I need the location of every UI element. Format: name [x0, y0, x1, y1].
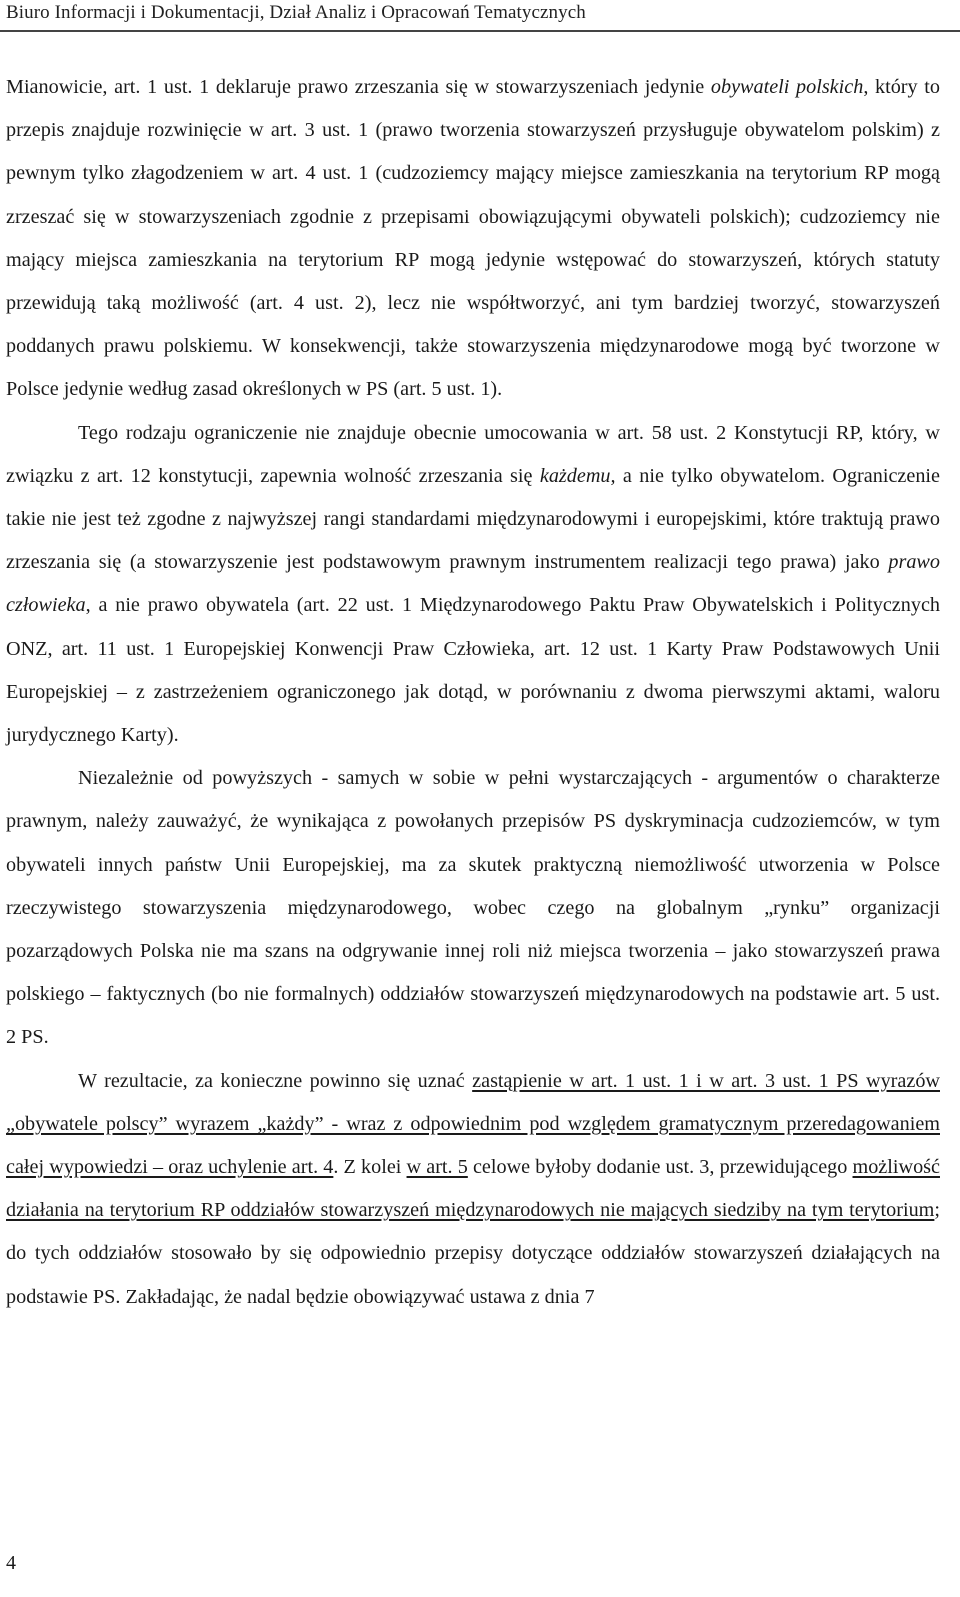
paragraph-1-text-1: Mianowicie, art. 1 ust. 1 deklaruje prawo zrzeszania się w stowarzyszeniach jedynie [6, 76, 711, 98]
paragraph-4-underlined-2: w art. 5 [406, 1156, 468, 1179]
paragraph-2-text-2: a nie tylko obywatelom. Ograniczenie takie nie jest też zgodne z najwyższej rangi standardami międzynarodowymi i europejskimi, które traktują prawo zrzeszania się (a stowarzyszenie jest podstawowym prawnym instrumentem realizacji tego prawa) jako [6, 464, 940, 574]
document-header: Biuro Informacji i Dokumentacji, Dział Analiz i Opracowań Tematycznych [6, 2, 586, 23]
paragraph-4-text-4: ; do tych oddziałów stosowało by się odpowiednio przepisy dotyczące oddziałów stowarzyszeń działających na podstawie PS. Zakładając, że nadal będzie obowiązywać ustawa z dnia 7 [6, 1199, 940, 1308]
paragraph-3 [6, 757, 940, 1059]
page-number: 4 [6, 1552, 16, 1574]
paragraph-1-text-2: , który to przepis znajduje rozwinięcie w art. 3 ust. 1 (prawo tworzenia stowarzyszeń przysługuje obywatelom polskim) z pewnym tylko złagodzeniem w art. 4 ust. 1 (cudzoziemcy mający miejsce zamieszkania na terytorium RP mogą zrzeszać się w stowarzyszeniach zgodnie z przepisami obowiązującymi obywateli polskich); cudzoziemcy nie mający miejsca zamieszkania na terytorium RP mogą jedynie wstępować do stowarzyszeń, których statuty przewidują taką możliwość (art. 4 ust. 2), lecz nie współtworzyć, ani tym bardziej tworzyć, stowarzyszeń poddanych prawu polskiemu. W konsekwencji, także stowarzyszenia międzynarodowe mogą być tworzone w Polsce jedynie według zasad określonych w PS (art. 5 ust. 1). [6, 76, 940, 401]
paragraph-1 [6, 66, 940, 412]
paragraph-2-text-1: Tego rodzaju ograniczenie nie znajduje obecnie umocowania w art. 58 ust. 2 Konstytucji RP, który, w związku z art. 12 konstytucji, zapewnia wolność zrzeszania się [6, 421, 940, 487]
paragraph-1-italic-1: obywateli polskich [710, 76, 864, 98]
paragraph-2-italic-1: każdemu, [539, 464, 616, 487]
paragraph-4-underlined-3: możliwość działania na terytorium RP oddziałów stowarzyszeń międzynarodowych nie mających siedziby na tym terytorium [6, 1156, 940, 1222]
paragraph-4-text-3: celowe byłoby dodanie ust. 3, przewidującego [467, 1156, 853, 1179]
paragraph-2-text-3: , a nie prawo obywatela (art. 22 ust. 1 Międzynarodowego Paktu Praw Obywatelskich i Politycznych ONZ, art. 11 ust. 1 Europejskiej Konwencji Praw Człowieka, art. 12 ust. 1 Karty Praw Podstawowych Unii Europejskiej – z zastrzeżeniem ograniczonego jak dotąd, w porównaniu z dwoma pierwszymi aktami, waloru jurydycznego Karty). [6, 594, 940, 747]
paragraph-4 [6, 1060, 940, 1319]
paragraph-3-text-1: Niezależnie od powyższych - samych w sobie w pełni wystarczających - argumentów o charakterze prawnym, należy zauważyć, że wynikająca z powołanych przepisów PS dyskryminacja cudzoziemców, w tym obywateli innych państw Unii Europejskiej, ma za skutek praktyczną niemożliwość utworzenia w Polsce rzeczywistego stowarzyszenia międzynarodowego, wobec czego na globalnym „rynku” organizacji pozarządowych Polska nie ma szans na odgrywanie innej roli niż miejsca tworzenia – jako stowarzyszeń prawa polskiego – faktycznych (bo nie formalnych) oddziałów stowarzyszeń międzynarodowych na podstawie art. 5 ust. 2 PS. [6, 767, 940, 1049]
document-body [6, 66, 940, 1319]
header-divider [0, 30, 960, 32]
paragraph-4-underlined-1: zastąpienie w art. 1 ust. 1 i w art. 3 ust. 1 PS wyrazów „obywatele polscy” wyrazem „każdy” - wraz z odpowiednim pod względem gramatycznym przeredagowaniem całej wypowiedzi – oraz uchylenie art. 4 [6, 1069, 940, 1179]
paragraph-2-italic-2: prawo człowieka [6, 551, 940, 617]
paragraph-4-text-1: W rezultacie, za konieczne powinno się uznać [78, 1069, 473, 1092]
paragraph-2 [6, 412, 940, 758]
paragraph-4-text-2: . Z kolei [333, 1156, 407, 1179]
